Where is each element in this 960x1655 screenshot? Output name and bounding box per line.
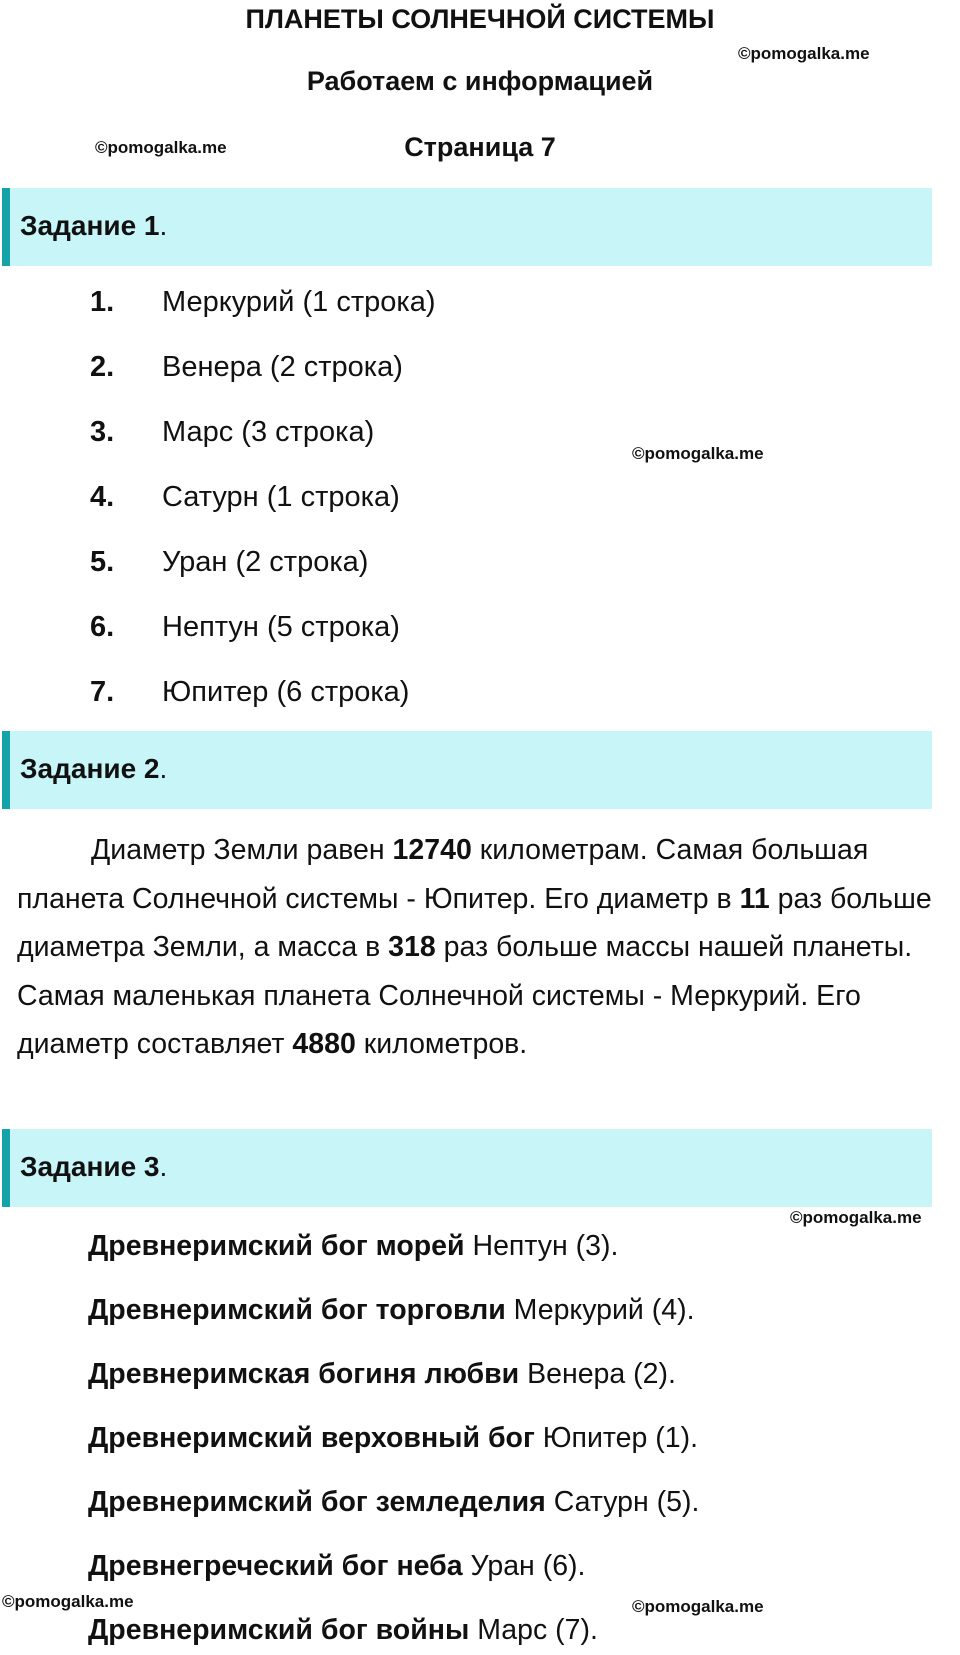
task2-label: Задание 2: [20, 753, 160, 784]
task3-dot: .: [159, 1151, 168, 1182]
task2-header: [2, 731, 932, 809]
list-item: Древнеримский бог торговли Меркурий (4).: [88, 1294, 695, 1326]
task3-header: [2, 1129, 932, 1207]
list-item: Древнеримский бог морей Нептун (3).: [88, 1230, 619, 1262]
task2-paragraph: Диаметр Земли равен 12740 километрам. Самая большая планета Солнечной системы - Юпитер. Его диаметр в 11 раз больше диаметра Земли, а масса в 318 раз больше массы нашей планеты. Самая маленькая планета Солнечной системы - Меркурий. Его диаметр составляет 4880 километров.: [17, 834, 932, 1060]
watermark: ©pomogalka.me: [95, 138, 227, 157]
task1-label: Задание 1: [20, 210, 160, 241]
page-subtitle: Работаем с информацией: [306, 66, 654, 96]
list-item: Древнеримский бог земледелия Сатурн (5).: [88, 1486, 700, 1518]
task2-dot: .: [159, 753, 168, 784]
list-item: Древнеримский бог войны Марс (7).: [88, 1614, 598, 1646]
watermark: ©pomogalka.me: [632, 1597, 764, 1616]
page-number: Страница 7: [404, 132, 556, 162]
watermark: ©pomogalka.me: [790, 1208, 922, 1227]
list-item: Древнеримский верховный бог Юпитер (1).: [88, 1422, 699, 1454]
watermark: ©pomogalka.me: [632, 444, 764, 463]
list-item: Древнеримская богиня любви Венера (2).: [88, 1358, 676, 1390]
page-title: ПЛАНЕТЫ СОЛНЕЧНОЙ СИСТЕМЫ: [245, 4, 715, 34]
task1-header: [2, 188, 932, 266]
task3-label: Задание 3: [20, 1151, 160, 1182]
list-item: Древнегреческий бог неба Уран (6).: [88, 1550, 586, 1582]
watermark: ©pomogalka.me: [2, 1592, 134, 1611]
watermark: ©pomogalka.me: [738, 44, 870, 63]
task1-dot: .: [159, 210, 168, 241]
